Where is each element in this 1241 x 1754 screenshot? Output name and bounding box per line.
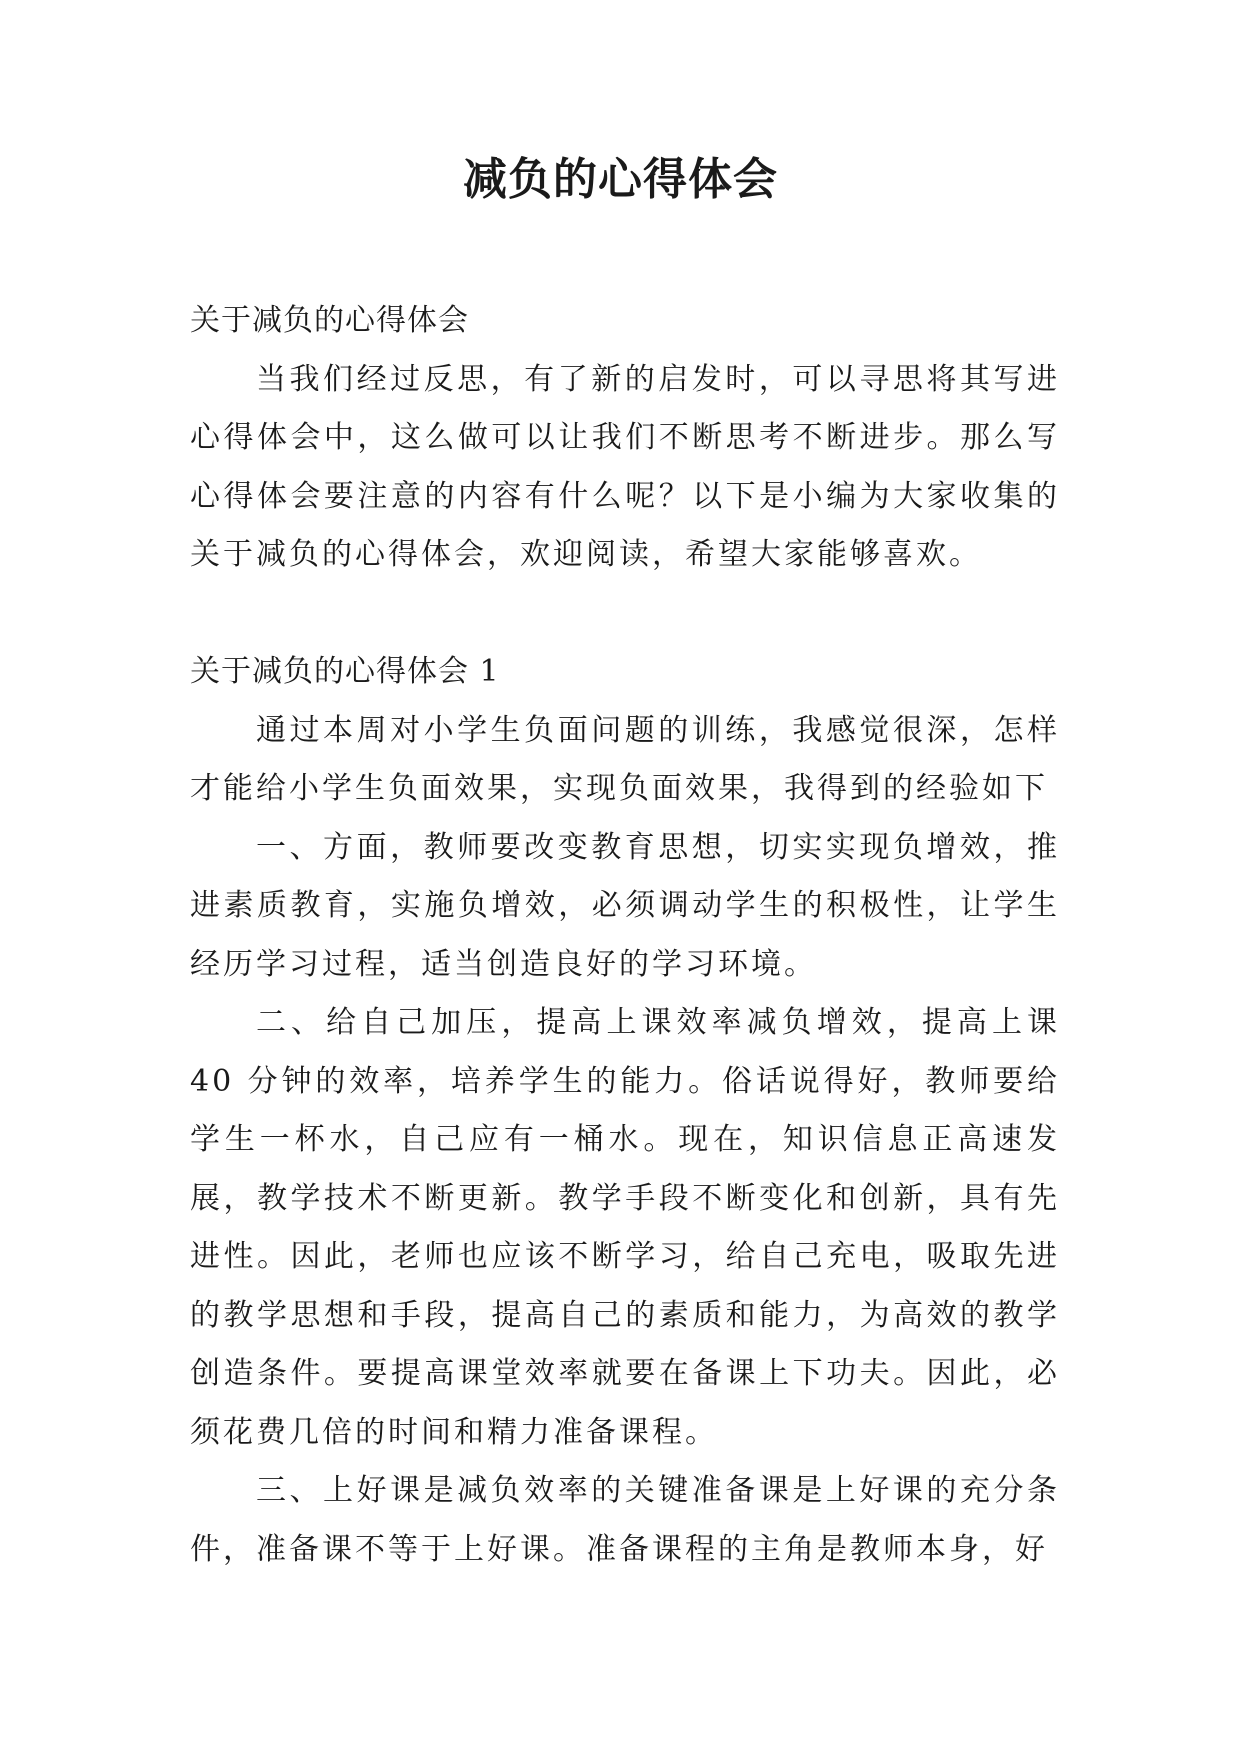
intro-label: 关于减负的心得体会: [190, 303, 469, 338]
intro-paragraph: 当我们经过反思，有了新的启发时，可以寻思将其写进心得体会中，这么做可以让我们不断思考不断进步。那么写心得体会要注意的内容有什么呢？以下是小编为大家收集的关于减负的心得体会，欢迎阅读，希望大家能够喜欢。: [190, 361, 1060, 572]
section-spacer: [190, 585, 1060, 644]
body-paragraph: 一、方面，教师要改变教育思想，切实实现负增效，推进素质教育，实施负增效，必须调动学生的积极性，让学生经历学习过程，适当创造良好的学习环境。: [190, 829, 1060, 982]
document-title: 减负的心得体会: [463, 154, 778, 205]
body-paragraph: 三、上好课是减负效率的关键准备课是上好课的充分条件，准备课不等于上好课。准备课程的主角是教师本身，好: [190, 1473, 1060, 1567]
document-body: [190, 292, 1060, 1579]
body-paragraph: 通过本周对小学生负面问题的训练，我感觉很深，怎样才能给小学生负面效果，实现负面效果，我得到的经验如下: [190, 712, 1060, 806]
body-paragraph: 二、给自己加压，提高上课效率减负增效，提高上课 40 分钟的效率，培养学生的能力。俗话说得好，教师要给学生一杯水，自己应有一桶水。现在，知识信息正高速发展，教学技术不断更新。教学手段不断变化和创新，具有先进性。因此，老师也应该不断学习，给自己充电，吸取先进的教学思想和手段，提高自己的素质和能力，为高效的教学创造条件。要提高课堂效率就要在备课上下功夫。因此，必须花费几倍的时间和精力准备课程。: [190, 1005, 1060, 1450]
section-label: 关于减负的心得体会 1: [190, 654, 500, 689]
